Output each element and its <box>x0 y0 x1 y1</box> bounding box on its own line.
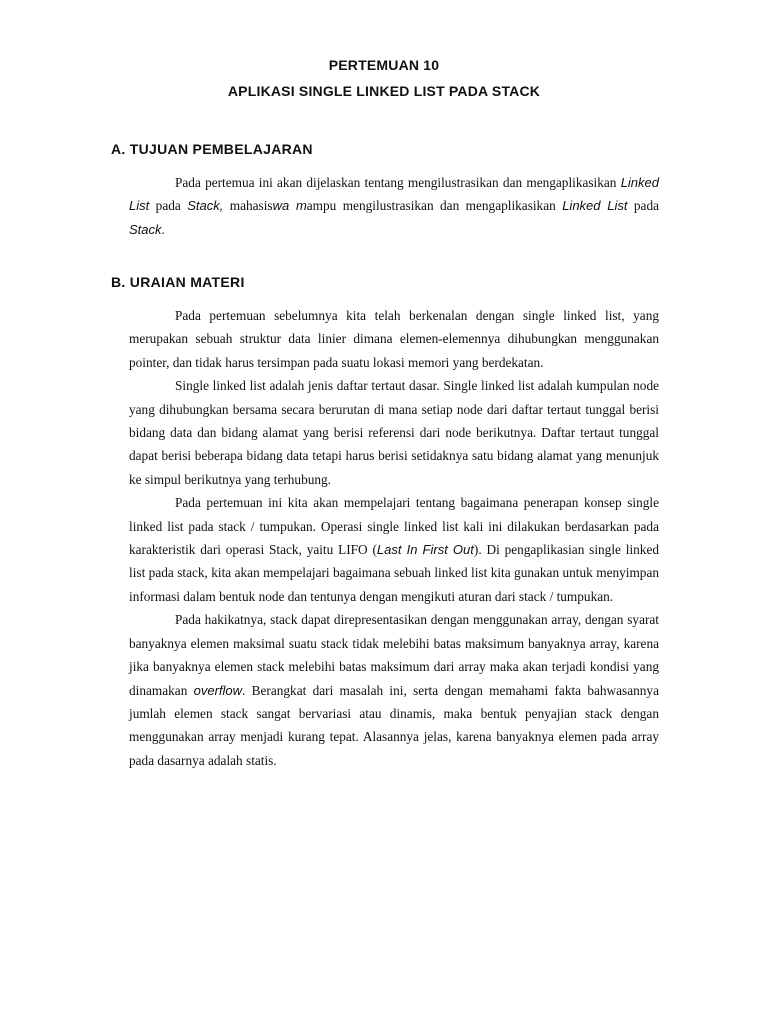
text-run: mahasis <box>223 198 273 214</box>
italic-term: Linked List <box>129 175 659 214</box>
section-b-body <box>129 304 659 772</box>
section-b-heading: B. URAIAN MATERI <box>111 274 245 290</box>
text-run: Pada pertemuan ini kita akan mempelajari tentang bagaimana penerapan konsep single linked list pada stack / tumpukan. Operasi single linked list kali ini dilakukan berdasarkan pada karakteristik dari operasi Stack, yaitu LIFO ( <box>129 495 659 558</box>
section-a-body <box>129 171 659 241</box>
section-b-paragraph-1: Pada pertemuan sebelumnya kita telah berkenalan dengan single linked list, yang merupakan sebuah struktur data linier dimana elemen-elemennya dihubungkan menggunakan pointer, dan tidak harus tersimpan pada suatu lokasi memori yang berdekatan. <box>129 308 659 370</box>
section-a-paragraph <box>129 171 659 241</box>
text-run: . <box>161 221 165 237</box>
italic-term: overflow <box>193 682 243 698</box>
italic-term: Linked List <box>562 198 628 214</box>
section-b-paragraph-4 <box>129 608 659 772</box>
text-run: ). Di pengaplikasian single linked list pada stack, kita akan mempelajari bagaimana sebuah linked list kita gunakan untuk menyimpan informasi dalam bentuk node dan tentunya dengan mengikuti aturan dari stack / tumpukan. <box>129 542 659 604</box>
italic-term: Stack <box>129 221 162 237</box>
italic-term: Stack, <box>187 198 224 214</box>
text-run: . Berangkat dari masalah ini, serta dengan memahami fakta bahwasannya jumlah elemen stack sangat bervariasi atau dinamis, maka bentuk penyajian stack dengan menggunakan array menjadi kurang tepat. Alasannya jelas, karena banyaknya elemen pada array pada dasarnya adalah statis. <box>129 682 659 768</box>
text-run: pada <box>149 198 188 214</box>
section-b-paragraph-3 <box>129 491 659 608</box>
italic-term: Last In First Out <box>376 542 474 558</box>
text-run: Pada hakikatnya, stack dapat direpresentasikan dengan menggunakan array, dengan syarat banyaknya elemen maksimal suatu stack tidak melebihi batas maksimum banyaknya array, karena jika banyaknya elemen stack melebihi batas maksimum dari array maka akan terjadi kondisi yang dinamakan <box>129 612 659 698</box>
document-title-line1: PERTEMUAN 10 <box>328 57 440 73</box>
italic-term: wa m <box>272 198 307 214</box>
section-a-heading: A. TUJUAN PEMBELAJARAN <box>111 141 313 157</box>
text-run: Pada pertemua ini akan dijelaskan tentang mengilustrasikan dan mengaplikasikan <box>175 175 621 190</box>
section-b-paragraph-2: Single linked list adalah jenis daftar tertaut dasar. Single linked list adalah kumpulan node yang dihubungkan bersama secara berurutan di mana setiap node dari daftar tertaut tunggal berisi bidang data dan bidang alamat yang berisi referensi dari node berikutnya. Daftar tertaut tunggal dapat berisi beberapa bidang data tetapi harus berisi setidaknya satu bidang alamat yang menunjuk ke simpul berikutnya yang terhubung. <box>129 378 659 487</box>
text-run: pada <box>627 198 660 214</box>
text-run: ampu mengilustrasikan dan mengaplikasikan <box>306 198 563 214</box>
document-title-line2: APLIKASI SINGLE LINKED LIST PADA STACK <box>227 83 541 99</box>
